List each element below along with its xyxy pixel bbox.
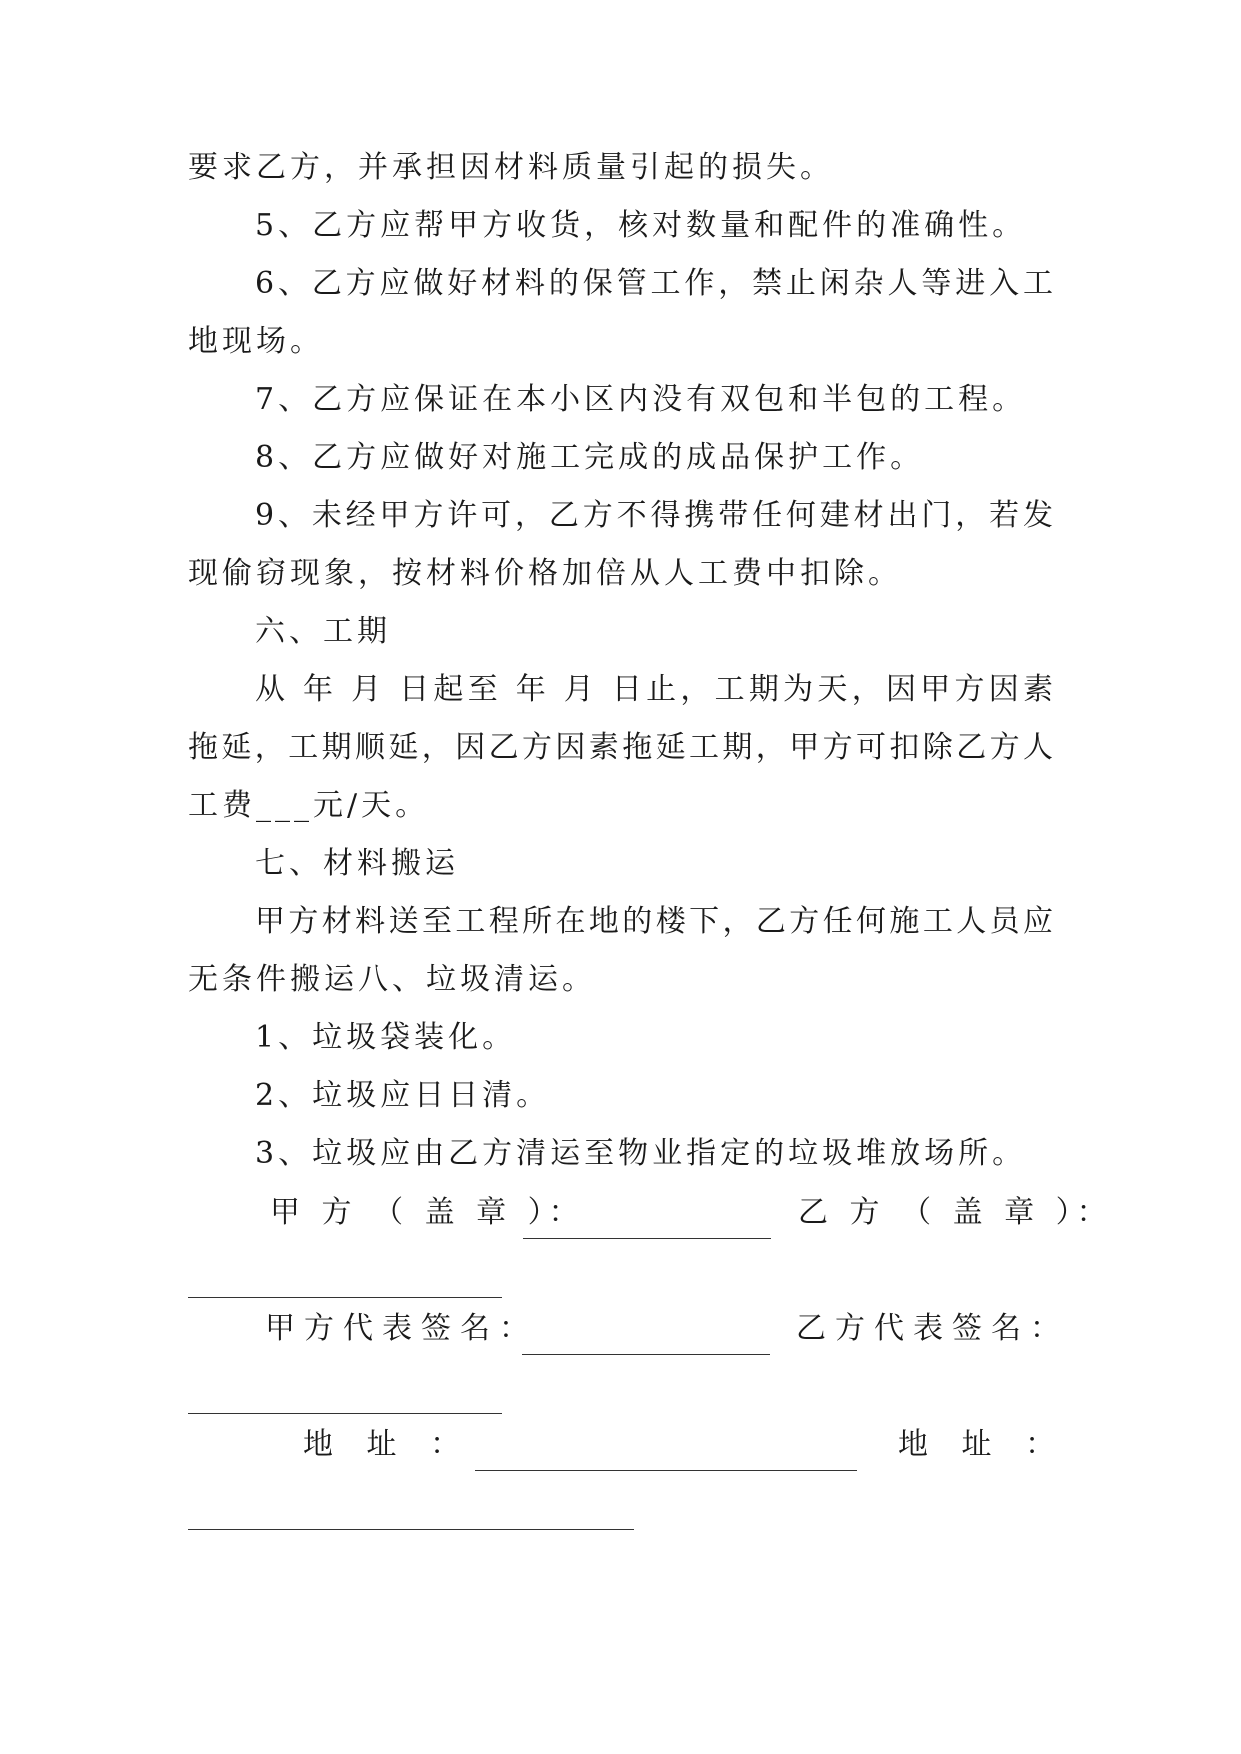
party-b-seal-line[interactable] <box>188 1297 502 1298</box>
garbage-clause-1: 1、垃圾袋装化。 <box>255 1020 517 1055</box>
clause-8: 8、乙方应做好对施工完成的成品保护工作。 <box>255 440 925 475</box>
section-heading-material-transport: 七、材料搬运 <box>255 846 459 881</box>
address-a-line[interactable] <box>475 1470 857 1471</box>
party-a-rep-line[interactable] <box>522 1354 770 1355</box>
party-a-seal-label: 甲 方 （ 盖 章 ）： <box>270 1195 585 1230</box>
party-b-rep-label: 乙方代表签名： <box>796 1311 1069 1346</box>
clause-6-continuation: 地现场。 <box>188 324 324 359</box>
garbage-clause-2: 2、垃圾应日日清。 <box>255 1078 551 1113</box>
party-b-rep-line[interactable] <box>188 1413 502 1414</box>
body-line-continuation: 要求乙方，并承担因材料质量引起的损失。 <box>188 150 834 185</box>
schedule-paragraph-line-2: 拖延，工期顺延，因乙方因素拖延工期，甲方可扣除乙方人 <box>188 730 1053 765</box>
clause-9-continuation: 现偷窃现象，按材料价格加倍从人工费中扣除。 <box>188 556 902 591</box>
transport-paragraph-line-2: 无条件搬运八、垃圾清运。 <box>188 962 596 997</box>
party-b-seal-label: 乙 方 （ 盖 章 ）： <box>798 1195 1113 1230</box>
transport-paragraph-line-1: 甲方材料送至工程所在地的楼下，乙方任何施工人员应 <box>255 904 1053 939</box>
clause-6: 6、乙方应做好材料的保管工作，禁止闲杂人等进入工 <box>255 266 1053 301</box>
clause-5: 5、乙方应帮甲方收货，核对数量和配件的准确性。 <box>255 208 1027 243</box>
schedule-paragraph-line-3: 工费___元/天。 <box>188 788 430 823</box>
schedule-paragraph-line-1: 从 年 月 日起至 年 月 日止，工期为天，因甲方因素 <box>255 672 1053 707</box>
garbage-clause-3: 3、垃圾应由乙方清运至物业指定的垃圾堆放场所。 <box>255 1136 1027 1171</box>
section-heading-schedule: 六、工期 <box>255 614 391 649</box>
clause-7: 7、乙方应保证在本小区内没有双包和半包的工程。 <box>255 382 1027 417</box>
address-a-label: 地 址 ： <box>303 1427 473 1462</box>
party-a-seal-line[interactable] <box>523 1238 771 1239</box>
party-a-rep-label: 甲方代表签名： <box>265 1311 538 1346</box>
address-b-label: 地 址 ： <box>898 1427 1068 1462</box>
clause-9: 9、未经甲方许可，乙方不得携带任何建材出门，若发 <box>255 498 1053 533</box>
address-b-line[interactable] <box>188 1529 634 1530</box>
